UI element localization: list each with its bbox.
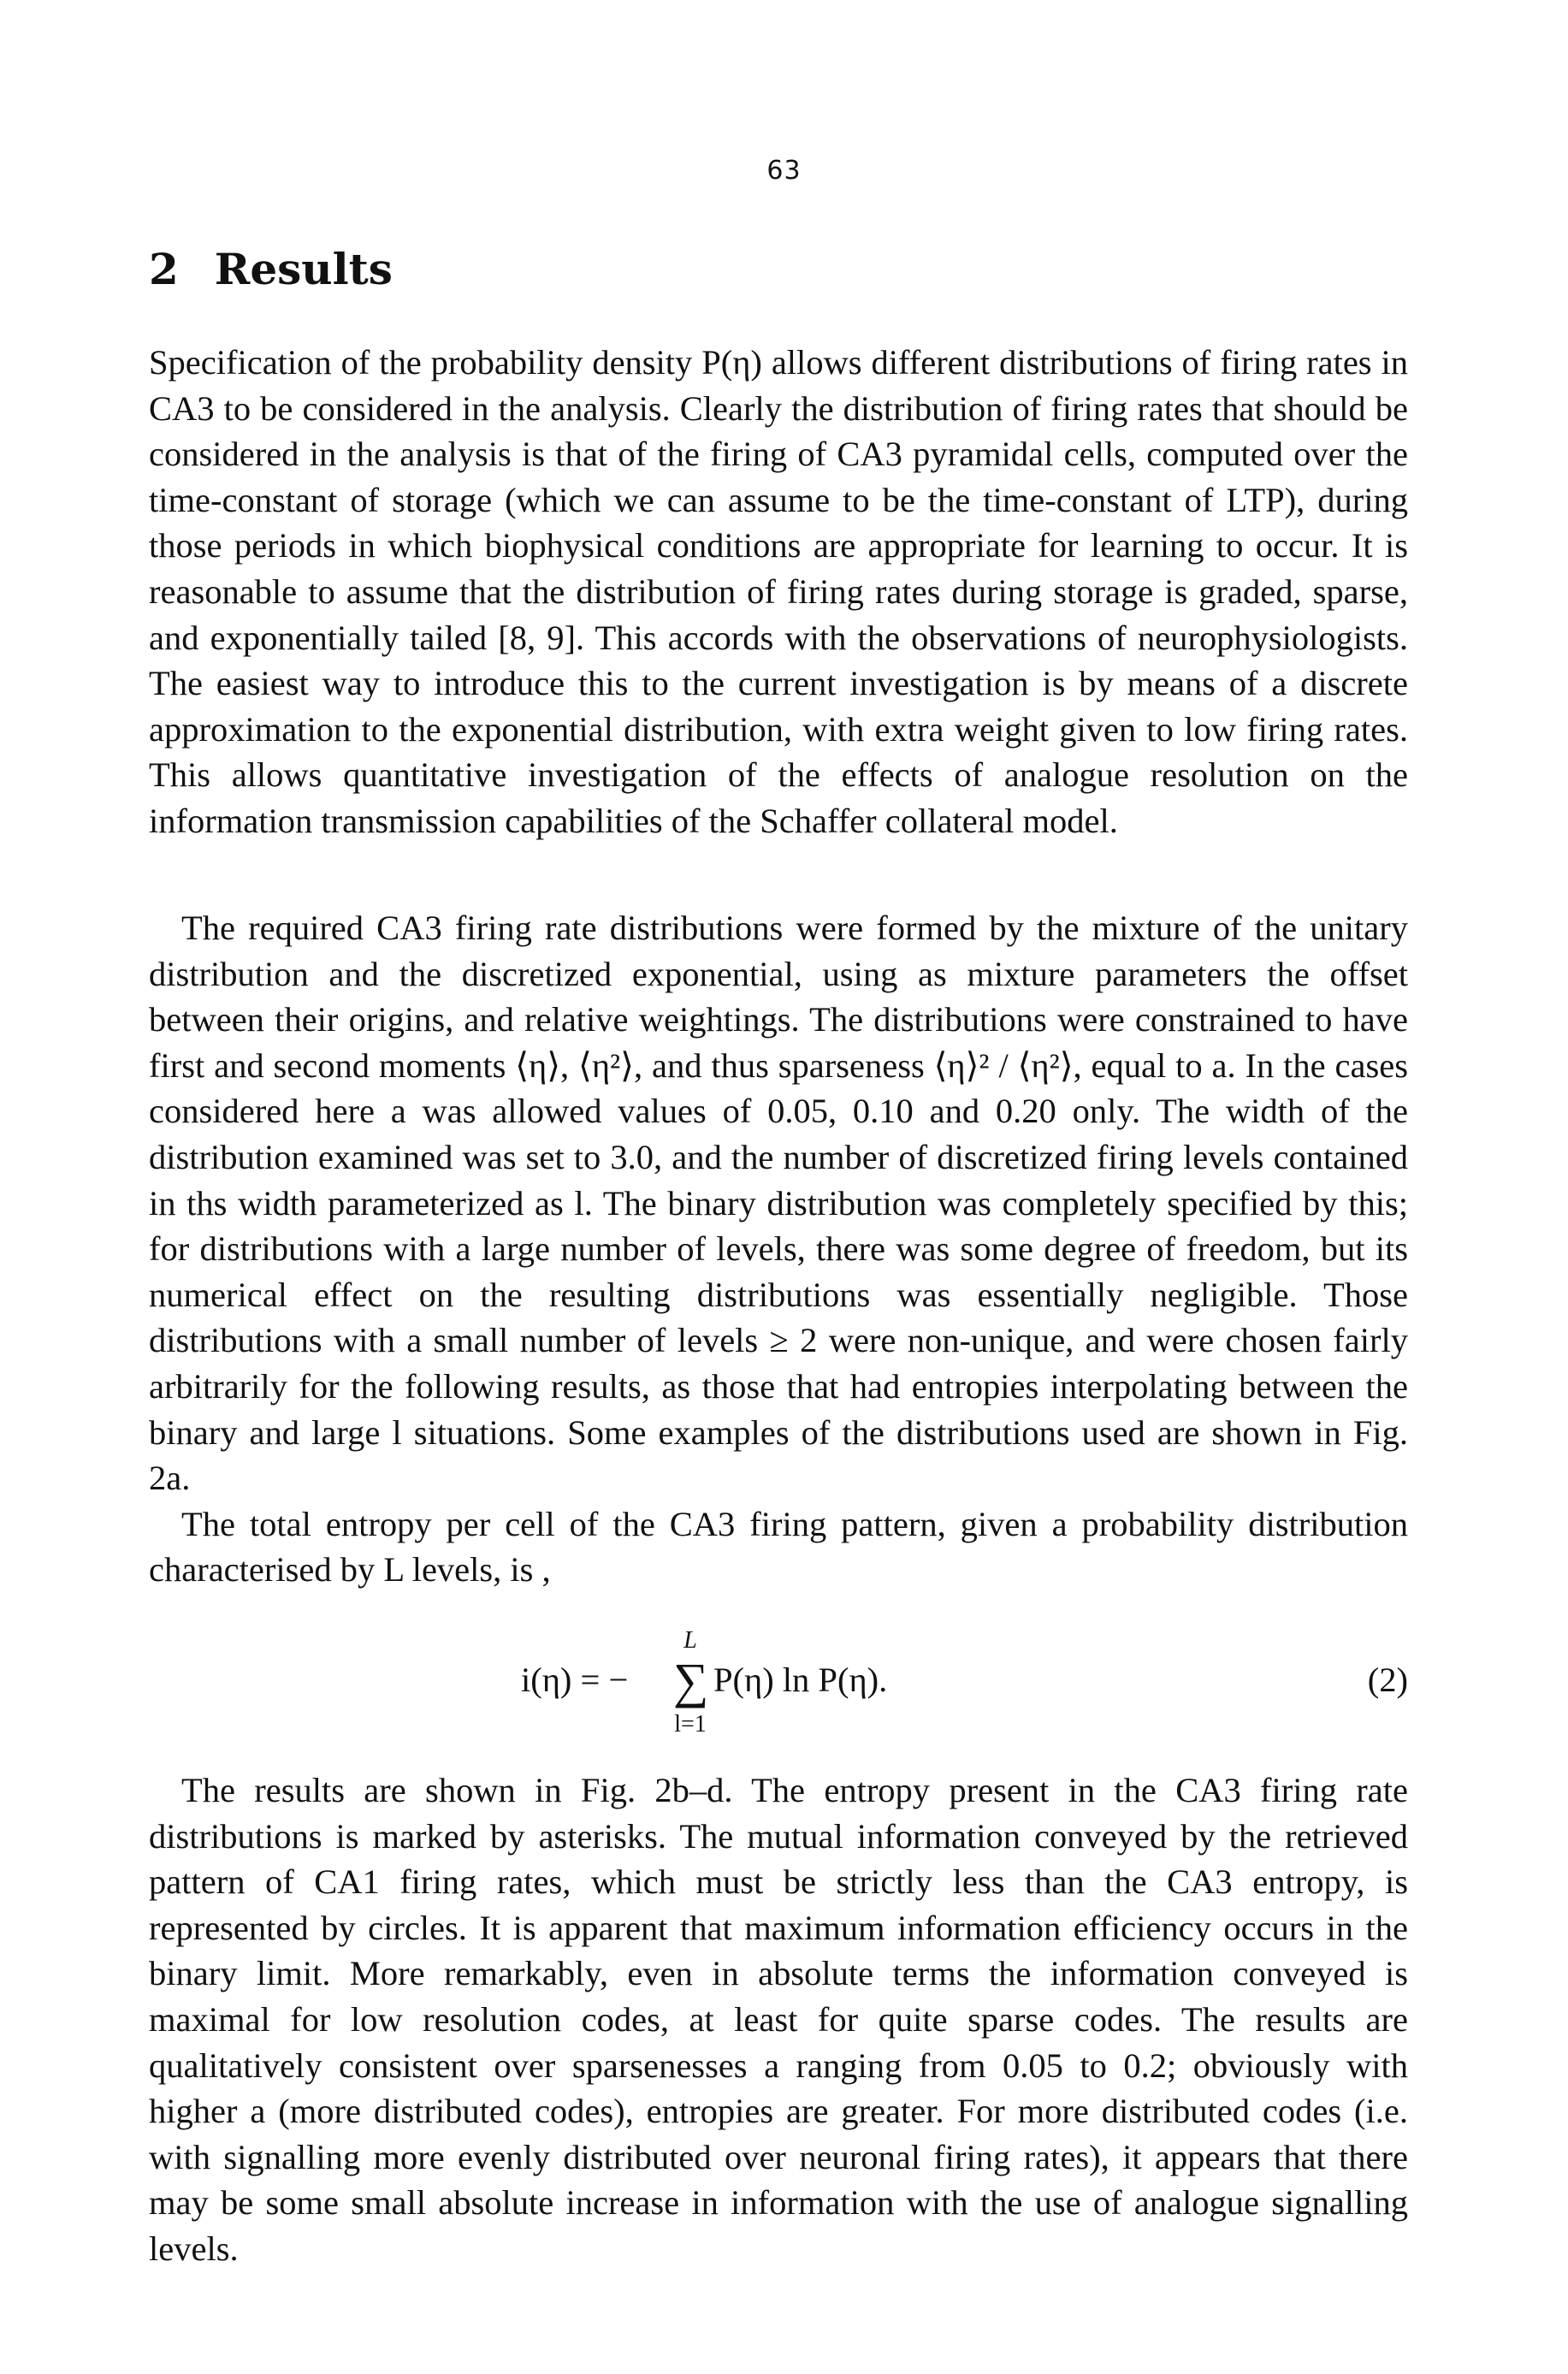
summation-lower-limit: l=1 — [674, 1711, 707, 1738]
summation-upper-limit: L — [683, 1627, 697, 1654]
paragraph-2: The required CA3 firing rate distributions were formed by the mixture of the unitary distribution and the discretized exponential, using as mixture parameters the offset between their origins, and relative weightings. The distributions were constrained to have first and second moments ⟨η⟩, ⟨η²⟩, and thus sparseness ⟨η⟩² / ⟨η²⟩, equal to a. In the cases considered here a was allowed values of 0.05, 0.10 and 0.20 only. The width of the distribution examined was set to 3.0, and the number of discretized firing levels contained in ths width parameterized as l. The binary distribution was completely specified by this; for distributions with a large number of levels, there was some degree of freedom, but its numerical effect on the resulting distributions was essentially negligible. Those distributions with a small number of levels ≥ 2 were non-unique, and were chosen fairly arbitrarily for the following results, as those that had entropies interpolating between the binary and large l situations. Some examples of the distributions used are shown in Fig. 2a. — [149, 909, 1408, 1498]
body-text-block-1 — [149, 340, 1408, 844]
equation-number: (2) — [1367, 1661, 1408, 1699]
section-title: Results — [214, 244, 393, 294]
body-text-block-2 — [149, 905, 1408, 1593]
equation-rhs: P(η) ln P(η). — [713, 1661, 888, 1699]
section-heading — [149, 244, 393, 294]
body-text-block-4 — [149, 1767, 1408, 2272]
page-number: 63 — [766, 156, 802, 186]
equation-lhs: i(η) = − — [521, 1661, 629, 1699]
summation-symbol: ∑ — [673, 1653, 709, 1708]
paragraph-1: Specification of the probability density P(η) allows different distributions of firing rates in CA3 to be considered in the analysis. Clearly the distribution of firing rates that should be considered in the analysis is that of the firing of CA3 pyramidal cells, computed over the time-constant of storage (which we can assume to be the time-constant of LTP), during those periods in which biophysical conditions are appropriate for learning to occur. It is reasonable to assume that the distribution of firing rates during storage is graded, sparse, and exponentially tailed [8, 9]. This accords with the observations of neurophysiologists. The easiest way to introduce this to the current investigation is by means of a discrete approximation to the exponential distribution, with extra weight given to low firing rates. This allows quantitative investigation of the effects of analogue resolution on the information transmission capabilities of the Schaffer collateral model. — [149, 343, 1408, 840]
paragraph-3: The total entropy per cell of the CA3 firing pattern, given a probability distribution characterised by L levels, is , — [149, 1504, 1408, 1590]
equation-2 — [149, 1625, 1408, 1762]
section-number: 2 — [149, 244, 179, 294]
paragraph-4: The results are shown in Fig. 2b–d. The entropy present in the CA3 firing rate distributions is marked by asterisks. The mutual information conveyed by the retrieved pattern of CA1 firing rates, which must be strictly less than the CA3 entropy, is represented by circles. It is apparent that maximum information efficiency occurs in the binary limit. More remarkably, even in absolute terms the information conveyed is maximal for low resolution codes, at least for quite sparse codes. The results are qualitatively consistent over sparsenesses a ranging from 0.05 to 0.2; obviously with higher a (more distributed codes), entropies are greater. For more distributed codes (i.e. with signalling more evenly distributed over neuronal firing rates), it appears that there may be some small absolute increase in information with the use of analogue signalling levels. — [149, 1771, 1408, 2268]
summation — [673, 1625, 707, 1740]
